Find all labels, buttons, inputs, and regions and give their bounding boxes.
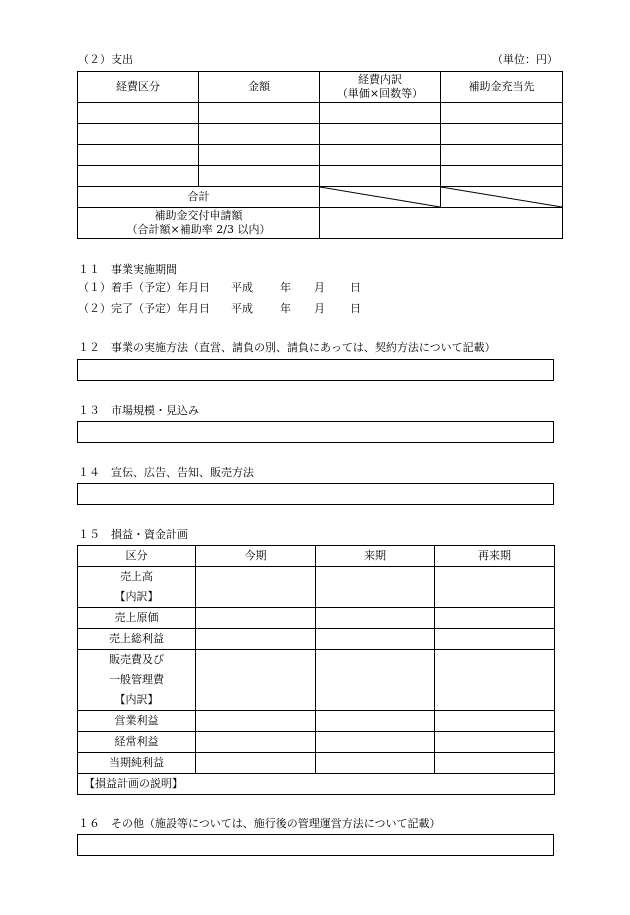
end-era: 平成 [231, 302, 253, 315]
section11-title: １１ 事業実施期間 [78, 263, 177, 276]
start-month-unit: 月 [314, 281, 325, 294]
table-header-row [78, 72, 563, 103]
subsidy-row [78, 208, 563, 239]
cell[interactable] [199, 145, 320, 166]
section13-input-box[interactable] [77, 421, 554, 443]
cell[interactable] [435, 629, 555, 650]
cell[interactable] [199, 124, 320, 145]
table-row [78, 732, 555, 753]
cell[interactable] [316, 608, 435, 629]
cell[interactable] [316, 732, 435, 753]
cell[interactable] [199, 166, 320, 187]
table-row [78, 608, 555, 629]
header-this-term: 今期 [196, 546, 316, 567]
header-breakdown [320, 72, 441, 103]
start-day-unit: 日 [350, 281, 361, 294]
table-row [78, 650, 555, 711]
end-day-unit: 日 [350, 302, 361, 315]
header-breakdown-line2: （単価×回数等） [336, 87, 424, 100]
cell[interactable] [435, 711, 555, 732]
cell[interactable] [78, 166, 199, 187]
row-label-line: 販売費及び [109, 653, 164, 666]
end-year-unit: 年 [280, 302, 291, 315]
table-row [78, 711, 555, 732]
header-term-after-next: 再来期 [435, 546, 555, 567]
cell[interactable] [196, 567, 316, 608]
table-row [78, 629, 555, 650]
table-row [78, 103, 563, 124]
total-breakdown-crossed [320, 187, 441, 208]
total-allocation-crossed [441, 187, 563, 208]
section12-input-box[interactable] [77, 359, 554, 381]
section15-title: １５ 損益・資金計画 [78, 528, 188, 541]
end-date-label: （２）完了（予定）年月日 [78, 302, 210, 315]
cell[interactable] [196, 608, 316, 629]
row-label-sales [78, 567, 196, 608]
row-label-line: 一般管理費 [109, 673, 164, 686]
section14-input-box[interactable] [77, 483, 554, 505]
header-amount: 金額 [199, 72, 320, 103]
header-category: 経費区分 [78, 72, 199, 103]
cell[interactable] [320, 124, 441, 145]
row-label-operating-profit: 営業利益 [78, 711, 196, 732]
cell[interactable] [435, 567, 555, 608]
cell[interactable] [196, 650, 316, 711]
header-allocation: 補助金充当先 [441, 72, 563, 103]
table-row [78, 567, 555, 608]
note-row [78, 774, 555, 795]
cell[interactable] [435, 753, 555, 774]
row-label-line: 【内訳】 [114, 693, 159, 706]
cell[interactable] [196, 732, 316, 753]
row-label-cost-of-sales: 売上原価 [78, 608, 196, 629]
cell[interactable] [435, 608, 555, 629]
row-label-ordinary-profit: 経常利益 [78, 732, 196, 753]
row-label-sga [78, 650, 196, 711]
subsidy-label [78, 208, 320, 239]
row-label-gross-profit: 売上総利益 [78, 629, 196, 650]
cell[interactable] [435, 732, 555, 753]
row-label-net-profit: 当期純利益 [78, 753, 196, 774]
expenditure-heading: （２）支出 [78, 53, 133, 66]
profit-plan-note[interactable]: 【損益計画の説明】 [78, 774, 555, 795]
total-label: 合計 [78, 187, 320, 208]
expenditure-table [77, 71, 563, 239]
header-breakdown-line1: 経費内訳 [358, 73, 402, 86]
table-row [78, 166, 563, 187]
cell[interactable] [441, 166, 563, 187]
subsidy-amount-cell[interactable] [320, 208, 563, 239]
header-category: 区分 [78, 546, 196, 567]
cell[interactable] [441, 103, 563, 124]
row-label-line: 【内訳】 [114, 590, 159, 603]
table-row [78, 124, 563, 145]
cell[interactable] [199, 103, 320, 124]
subsidy-label-line2: （合計額×補助率 2/3 以内） [126, 223, 271, 236]
cell[interactable] [196, 753, 316, 774]
table-row [78, 753, 555, 774]
cell[interactable] [435, 650, 555, 711]
section13-title: １３ 市場規模・見込み [78, 404, 199, 417]
cell[interactable] [316, 711, 435, 732]
section16-title: １６ その他（施設等については、施行後の管理運営方法について記載） [78, 817, 441, 830]
section12-title: １２ 事業の実施方法（直営、請負の別、請負にあっては、契約方法について記載） [78, 341, 496, 354]
cell[interactable] [320, 145, 441, 166]
section14-title: １４ 宣伝、広告、告知、販売方法 [78, 466, 254, 479]
cell[interactable] [441, 145, 563, 166]
cell[interactable] [316, 629, 435, 650]
section16-input-box[interactable] [77, 834, 554, 856]
total-row [78, 187, 563, 208]
cell[interactable] [196, 711, 316, 732]
end-month-unit: 月 [314, 302, 325, 315]
cell[interactable] [196, 629, 316, 650]
profit-loss-table [77, 545, 555, 795]
cell[interactable] [78, 103, 199, 124]
table-header-row [78, 546, 555, 567]
diagonal-line [441, 187, 562, 207]
subsidy-label-line1: 補助金交付申請額 [154, 209, 243, 222]
start-date-label: （１）着手（予定）年月日 [78, 281, 210, 294]
cell[interactable] [320, 103, 441, 124]
cell[interactable] [441, 124, 563, 145]
unit-label: （単位：円） [492, 53, 558, 66]
start-year-unit: 年 [280, 281, 291, 294]
start-era: 平成 [231, 281, 253, 294]
cell[interactable] [78, 145, 199, 166]
row-label-line: 売上高 [120, 570, 153, 583]
diagonal-line [320, 187, 440, 207]
cell[interactable] [316, 650, 435, 711]
header-next-term: 来期 [316, 546, 435, 567]
cell[interactable] [316, 567, 435, 608]
cell[interactable] [316, 753, 435, 774]
table-row [78, 145, 563, 166]
cell[interactable] [78, 124, 199, 145]
cell[interactable] [320, 166, 441, 187]
